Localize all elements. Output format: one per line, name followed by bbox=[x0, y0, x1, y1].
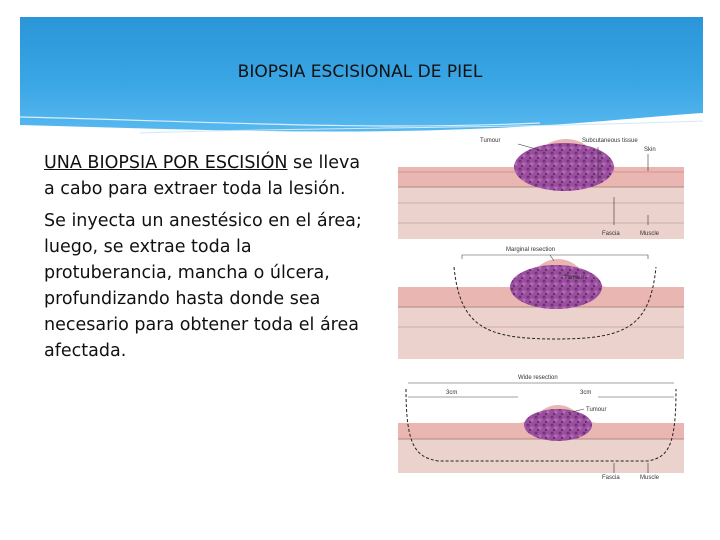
label-muscle-1: Muscle bbox=[640, 231, 660, 237]
paragraph-1 bbox=[44, 150, 364, 202]
label-tumour-2: Tumour bbox=[564, 275, 585, 281]
tumour-shape-3 bbox=[524, 409, 592, 441]
paragraph-2: Se inyecta un anestésico en el área; luego, se extrae toda la protuberancia, mancha o úlcera, profundizando hasta donde sea necesario para obtener toda el área afectada. bbox=[44, 211, 362, 361]
body-text bbox=[44, 150, 364, 370]
label-fascia-3: Fascia bbox=[602, 475, 620, 481]
label-subcutaneous: Subcutaneous tissue bbox=[582, 138, 638, 144]
tumour-shape bbox=[514, 143, 614, 191]
tumour-shape-2 bbox=[510, 265, 602, 309]
paragraph-1-rest: se lleva a cabo para extraer toda la lesión. bbox=[44, 153, 361, 199]
label-skin: Skin bbox=[644, 147, 656, 153]
excision-diagram bbox=[398, 127, 684, 487]
label-wide: Wide resection bbox=[518, 375, 558, 381]
label-3cm-left: 3cm bbox=[446, 390, 458, 396]
panel-wide-resection bbox=[398, 375, 684, 481]
label-fascia-1: Fascia bbox=[602, 231, 620, 237]
muscle-layer-3 bbox=[398, 439, 684, 473]
label-3cm-right: 3cm bbox=[580, 390, 592, 396]
label-muscle-3: Muscle bbox=[640, 475, 660, 481]
slide-title: BIOPSIA ESCISIONAL DE PIEL bbox=[237, 62, 483, 82]
paragraph-1-heading: UNA BIOPSIA POR ESCISIÓN bbox=[44, 153, 288, 173]
panel-marginal-resection bbox=[398, 247, 684, 359]
panel-anatomy bbox=[398, 138, 684, 239]
label-tumour-3: Tumour bbox=[586, 407, 607, 413]
label-tumour-1: Tumour bbox=[480, 138, 501, 144]
label-marginal: Marginal resection bbox=[506, 247, 556, 253]
